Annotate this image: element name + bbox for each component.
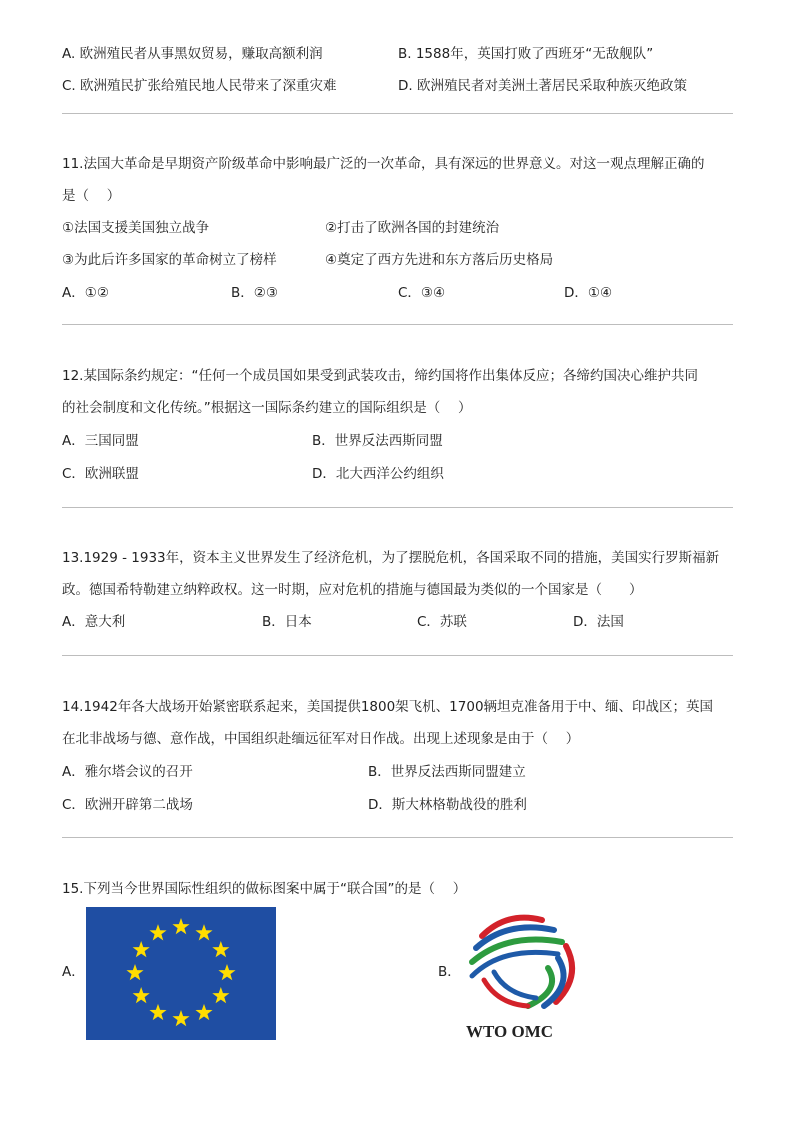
q15-stem: 15.下列当今世界国际性组织的做标图案中属于“联合国”的是（ ） xyxy=(62,881,467,897)
q13-option-d: D．法国 xyxy=(573,614,624,630)
q11-item-4: ④奠定了西方先进和东方落后历史格局 xyxy=(325,252,554,268)
q11-option-d: D．①④ xyxy=(564,285,613,301)
q10-option-b: B. 1588年，英国打败了西班牙“无敌舰队” xyxy=(398,46,654,62)
eu-flag-image xyxy=(86,907,276,1040)
q12-option-a: A．三国同盟 xyxy=(62,433,139,449)
q11-option-b: B．②③ xyxy=(231,285,278,301)
q12-option-c: C．欧洲联盟 xyxy=(62,466,139,482)
q13-stem-line2: 政。德国希特勒建立纳粹政权。这一时期，应对危机的措施与德国最为类似的一个国家是（ ） xyxy=(62,582,643,598)
q12-stem-line1: 12.某国际条约规定：“任何一个成员国如果受到武装攻击，缔约国将作出集体反应；各缔约国决心维护共同 xyxy=(62,368,698,384)
q11-option-c: C．③④ xyxy=(398,285,446,301)
q11-item-2: ②打击了欧洲各国的封建统治 xyxy=(325,220,500,236)
q11-item-1: ①法国支援美国独立战争 xyxy=(62,220,210,236)
q14-stem-line1: 14.1942年各大战场开始紧密联系起来，美国提供1800架飞机、1700辆坦克准备用于中、缅、印战区；英国 xyxy=(62,699,714,715)
q10-option-c: C. 欧洲殖民扩张给殖民地人民带来了深重灾难 xyxy=(62,78,337,94)
q14-option-d: D．斯大林格勒战役的胜利 xyxy=(368,797,527,813)
divider xyxy=(62,113,733,114)
eu-flag-svg xyxy=(86,907,276,1040)
q13-stem-line1: 13.1929 - 1933年，资本主义世界发生了经济危机，为了摆脱危机，各国采取不同的措施，美国实行罗斯福新 xyxy=(62,550,720,566)
q12-stem-line2: 的社会制度和文化传统。”根据这一国际条约建立的国际组织是（ ） xyxy=(62,400,472,416)
divider xyxy=(62,324,733,325)
q15-option-a-label: A． xyxy=(62,964,85,980)
q14-option-c: C．欧洲开辟第二战场 xyxy=(62,797,193,813)
wto-logo-text: WTO OMC xyxy=(466,1022,554,1041)
q11-item-3: ③为此后许多国家的革命树立了榜样 xyxy=(62,252,277,268)
q13-option-a: A．意大利 xyxy=(62,614,126,630)
q11-option-a: A．①② xyxy=(62,285,109,301)
divider xyxy=(62,507,733,508)
q10-option-a: A. 欧洲殖民者从事黑奴贸易，赚取高额利润 xyxy=(62,46,323,62)
q14-stem-line2: 在北非战场与德、意作战，中国组织赴缅远征军对日作战。出现上述现象是由于（ ） xyxy=(62,731,580,747)
q14-option-b: B．世界反法西斯同盟建立 xyxy=(368,764,526,780)
divider xyxy=(62,837,733,838)
q13-option-c: C．苏联 xyxy=(417,614,467,630)
q13-option-b: B．日本 xyxy=(262,614,312,630)
q11-stem-line2: 是（ ） xyxy=(62,188,121,204)
q15-option-b-label: B． xyxy=(438,964,461,980)
q12-option-d: D．北大西洋公约组织 xyxy=(312,466,444,482)
q10-option-d: D. 欧洲殖民者对美洲土著居民采取种族灭绝政策 xyxy=(398,78,687,94)
q14-option-a: A．雅尔塔会议的召开 xyxy=(62,764,193,780)
wto-logo-svg xyxy=(462,906,584,1044)
q11-stem-line1: 11.法国大革命是早期资产阶级革命中影响最广泛的一次革命，具有深远的世界意义。对这一观点理解正确的 xyxy=(62,156,705,172)
q12-option-b: B．世界反法西斯同盟 xyxy=(312,433,443,449)
divider xyxy=(62,655,733,656)
wto-logo-image xyxy=(462,906,584,1044)
